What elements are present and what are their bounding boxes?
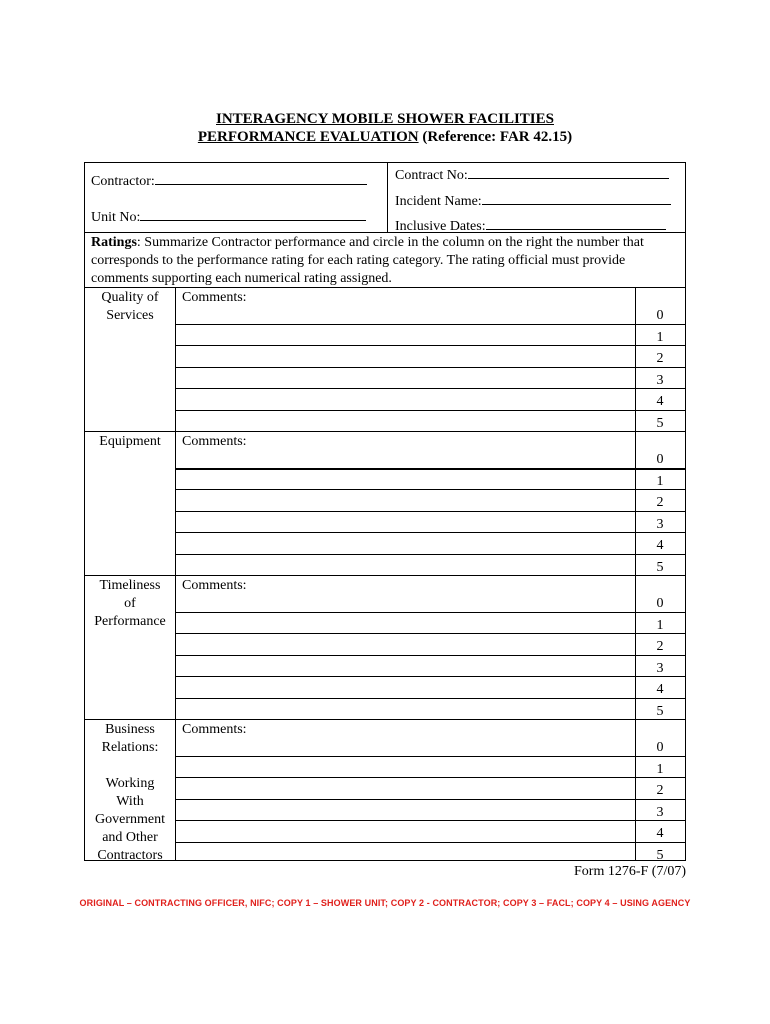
distribution-footer: ORIGINAL – CONTRACTING OFFICER, NIFC; COPY 1 – SHOWER UNIT; COPY 2 - CONTRACTOR; COPY 3 – FACL; COPY 4 – USING AGENCY <box>79 898 691 908</box>
form-title-line1: INTERAGENCY MOBILE SHOWER FACILITIES <box>216 111 554 127</box>
category-business-sub <box>85 775 175 865</box>
comment-line[interactable] <box>175 511 685 512</box>
rating-2[interactable]: 2 <box>656 495 664 510</box>
header-divider <box>387 163 388 232</box>
rating-5[interactable]: 5 <box>656 847 664 863</box>
rating-2[interactable]: 2 <box>656 783 664 798</box>
category-business <box>85 721 175 757</box>
form-number: Form 1276-F (7/07) <box>574 864 686 879</box>
rating-2[interactable]: 2 <box>656 351 664 366</box>
category-name-line: of <box>124 596 136 611</box>
contractor-line[interactable] <box>155 172 367 185</box>
unit-field[interactable] <box>91 208 366 226</box>
comment-line[interactable] <box>175 820 685 821</box>
category-equipment <box>85 433 175 451</box>
comment-line[interactable] <box>175 698 685 699</box>
contractor-field[interactable] <box>91 172 367 190</box>
comment-line[interactable] <box>175 676 685 677</box>
rating-5[interactable]: 5 <box>656 703 664 719</box>
rating-3[interactable]: 3 <box>656 516 664 532</box>
rating-1[interactable]: 1 <box>656 329 664 345</box>
ratings-instructions <box>84 233 686 287</box>
contract-label: Contract No: <box>395 168 468 183</box>
incident-field[interactable] <box>395 192 671 210</box>
rating-1[interactable]: 1 <box>656 617 664 633</box>
contractor-label: Contractor: <box>91 174 155 189</box>
category-name-line: Timeliness <box>99 578 161 593</box>
rating-3[interactable]: 3 <box>656 804 664 820</box>
section-divider <box>85 719 685 720</box>
contract-field[interactable] <box>395 166 669 184</box>
comments-label: Comments: <box>182 290 247 305</box>
form-subtitle <box>0 128 770 146</box>
comment-line[interactable] <box>175 633 685 634</box>
form-subtitle-reference: (Reference: FAR 42.15) <box>418 129 573 145</box>
comment-line[interactable] <box>175 799 685 800</box>
comment-line[interactable] <box>175 655 685 656</box>
rating-4[interactable]: 4 <box>656 538 664 553</box>
comments-label: Comments: <box>182 434 247 449</box>
header-box <box>84 162 686 233</box>
contract-line[interactable] <box>468 166 669 179</box>
category-sub-line: With <box>116 794 144 809</box>
rating-2[interactable]: 2 <box>656 639 664 654</box>
comment-line[interactable] <box>175 532 685 533</box>
form-subtitle-underlined: PERFORMANCE EVALUATION <box>197 129 419 145</box>
comment-line[interactable] <box>175 468 685 470</box>
comment-line[interactable] <box>175 324 685 325</box>
comment-line[interactable] <box>175 345 685 346</box>
comments-label: Comments: <box>182 578 247 593</box>
rating-0[interactable]: 0 <box>656 740 664 755</box>
rating-4[interactable]: 4 <box>656 682 664 697</box>
category-name-line: Equipment <box>99 434 161 449</box>
category-timeliness <box>85 577 175 631</box>
comment-line[interactable] <box>175 842 685 843</box>
category-sub-line: Government <box>95 812 165 827</box>
comment-line[interactable] <box>175 388 685 389</box>
comments-label: Comments: <box>182 722 247 737</box>
section-divider <box>85 575 685 576</box>
comment-line[interactable] <box>175 367 685 368</box>
category-sub-line: Working <box>105 776 155 791</box>
comment-line[interactable] <box>175 612 685 613</box>
category-name-line: Performance <box>94 614 166 629</box>
category-name-line: Relations: <box>101 740 159 755</box>
dates-label: Inclusive Dates: <box>395 219 486 234</box>
incident-label: Incident Name: <box>395 194 482 209</box>
rating-5[interactable]: 5 <box>656 415 664 431</box>
rating-0[interactable]: 0 <box>656 596 664 611</box>
rating-5[interactable]: 5 <box>656 559 664 575</box>
category-name-line: Services <box>106 308 154 323</box>
category-column-divider <box>175 288 176 860</box>
incident-line[interactable] <box>482 192 671 205</box>
rating-0[interactable]: 0 <box>656 308 664 323</box>
category-name-line: Quality of <box>101 290 159 305</box>
comment-line[interactable] <box>175 554 685 555</box>
comment-line[interactable] <box>175 489 685 490</box>
rating-4[interactable]: 4 <box>656 826 664 841</box>
rating-1[interactable]: 1 <box>656 761 664 777</box>
rating-grid <box>84 287 686 861</box>
unit-label: Unit No: <box>91 210 141 225</box>
rating-3[interactable]: 3 <box>656 372 664 388</box>
comment-line[interactable] <box>175 410 685 411</box>
ratings-text: : Summarize Contractor performance and circle in the column on the right the number that corresponds to the performance rating for each rating category. The rating official must provide comments supporting each numerical rating assigned. <box>91 235 644 286</box>
ratings-label: Ratings <box>91 235 137 250</box>
category-sub-line: and Other <box>102 830 158 845</box>
category-quality <box>85 289 175 325</box>
category-name-line: Business <box>105 722 155 737</box>
rating-4[interactable]: 4 <box>656 394 664 409</box>
rating-3[interactable]: 3 <box>656 660 664 676</box>
comment-line[interactable] <box>175 756 685 757</box>
rating-1[interactable]: 1 <box>656 473 664 489</box>
unit-line[interactable] <box>140 208 366 221</box>
section-divider <box>85 431 685 432</box>
category-sub-line: Contractors <box>97 848 163 863</box>
rating-0[interactable]: 0 <box>656 452 664 467</box>
form-title <box>0 110 770 128</box>
comment-line[interactable] <box>175 777 685 778</box>
dates-line[interactable] <box>486 217 666 230</box>
